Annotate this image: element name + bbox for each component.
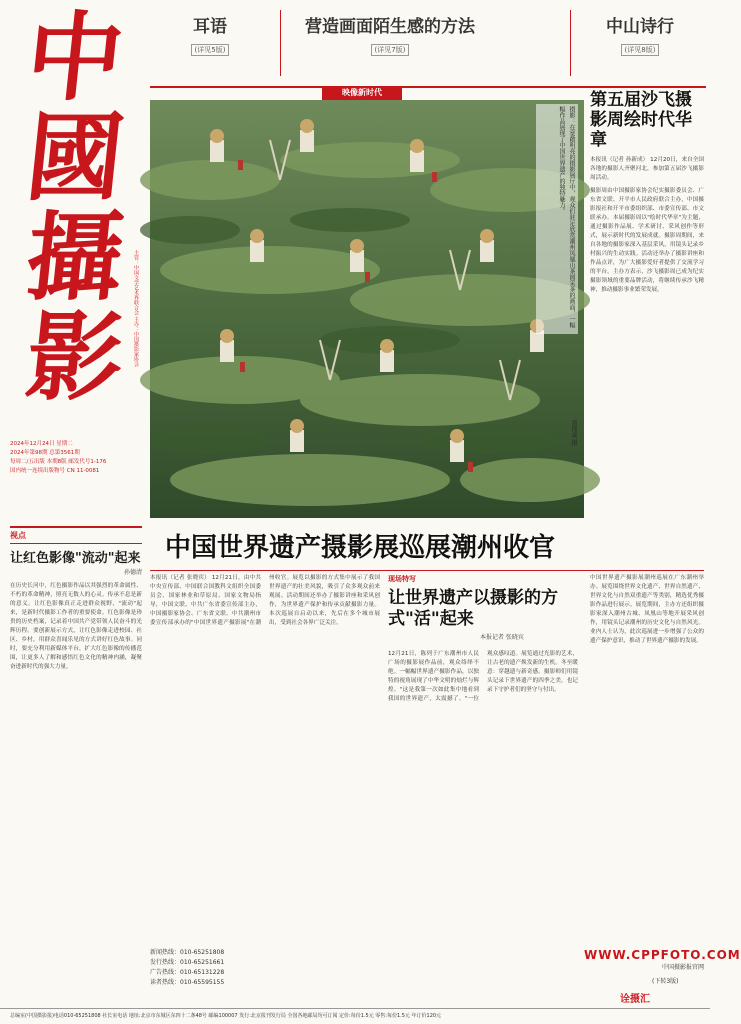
masthead-char: 中 bbox=[21, 1, 129, 114]
right-story-body: 摄影周由中国摄影家协会纪实摄影委员会、广东省文联、开平市人民政府联合主办，中国摄影报社和开平市委组织部、市委宣传部、市文联承办。本届摄影周以"绘时代华章"为主题，通过摄影作品展、学术研讨、采风创作等形式，展示新时代的发展成就。摄影周期间，来自各地的摄影家深入基层采风，用镜头记录乡村振兴的生动实践。活动还举办了摄影讲座和作品点评，为广大摄影爱好者提供了交流学习的平台。主办方表示，沙飞摄影周已成为纪实摄影领域的重要品牌活动，将继续传承沙飞精神，推动摄影事业繁荣发展。 bbox=[590, 188, 704, 293]
left-story-body: 在历史长河中，红色摄影作品以其强烈的革命属性、不朽的革命精神，照亮无数人的心灵。传承不息是新的意义。让红色影像真正走进群众视野，"流动"起来，是新时代摄影工作者的重要使命。红色影像是珍贵的历史档案，记录着中国共产党带领人民奋斗的光辉历程。要创新展示方式，让红色影像走进校园、社区、乡村，用群众喜闻乐见的方式讲好红色故事。同时，要充分利用新媒体平台，扩大红色影像的传播范围，让更多人了解和感悟红色文化的精神内涵，凝聚奋进新时代的强大力量。 bbox=[10, 583, 142, 670]
teaser-1[interactable] bbox=[160, 12, 260, 78]
website-url[interactable]: WWW.CPPFOTO.COM bbox=[584, 948, 741, 962]
divider bbox=[10, 526, 142, 528]
masthead-char: 攝 bbox=[21, 201, 129, 314]
contact-line: 发行热线：010-65251661 bbox=[150, 959, 225, 966]
contact-line: 读者热线：010-65595155 bbox=[150, 979, 225, 986]
footer: 总编室(中国摄影报)电话010-65251808 社长室电话 地址:北京市东城区东四十二条48号 邮编100007 发行:北京报刊发行局 全国各地邮局均可订阅 定价:每份1.5元 零售:每份1.5元 年订价120元 bbox=[0, 1008, 710, 1022]
contact-info bbox=[150, 948, 400, 1008]
left-story-tag: 视点 bbox=[10, 530, 142, 544]
sub-story-body: 12月21日，陈列于广东潮州市人民广场的摄影展作品前，观众络绎不绝。一幅幅世界遗产摄影作品，以独特的视角展现了中华文明的灿烂与辉煌。"这是我第一次如此集中地看到我国的世界遗产，太震撼了。"一位观众感叹道。展览通过光影的艺术，让古老的遗产焕发新的生机。冬至暖意：穿越遗与新奇感。摄影师们用镜头记录下世界遗产的四季之美，也记录下守护者们的坚守与付出。 bbox=[388, 651, 578, 702]
contact-line: 新闻热线：010-65251808 bbox=[150, 949, 225, 956]
contact-line: 广告热线：010-65131228 bbox=[150, 969, 225, 976]
website[interactable] bbox=[584, 948, 741, 971]
section-label: 映像新时代 bbox=[322, 86, 402, 100]
teaser-sub: (详见8版) bbox=[621, 44, 660, 56]
teaser-title: 营造画面陌生感的方法 bbox=[305, 17, 475, 37]
masthead-side-text: 主管：中国文学艺术界联合会 主办：中国摄影家协会 bbox=[133, 250, 139, 367]
right-story bbox=[590, 90, 704, 522]
left-story-headline[interactable]: 让红色影像"流动"起来 bbox=[10, 551, 141, 566]
issue-info-line: 2024年12月24日 星期二 bbox=[10, 441, 73, 447]
teaser-sub: (详见5版) bbox=[191, 44, 230, 56]
teaser-2[interactable] bbox=[300, 12, 480, 78]
teaser-sub: (详见7版) bbox=[371, 44, 410, 56]
header-teaser-bar bbox=[150, 6, 706, 88]
issue-info-line: 2024年第98期 总第3561期 bbox=[10, 450, 80, 456]
divider bbox=[150, 570, 704, 571]
issue-info bbox=[10, 440, 140, 476]
divider bbox=[570, 10, 571, 76]
sub-story-tag: 现场特写 bbox=[388, 575, 416, 583]
teaser-title: 耳语 bbox=[193, 17, 227, 37]
divider bbox=[280, 10, 281, 76]
brand-logo: 诠摄汇 bbox=[620, 994, 650, 1005]
photo-credit: 黄伟成 摄 bbox=[570, 420, 577, 446]
photo-illustration bbox=[150, 100, 584, 518]
sub-story-headline[interactable]: 让世界遗产以摄影的方式"活"起来 bbox=[388, 588, 558, 629]
masthead-char: 影 bbox=[21, 301, 129, 414]
right-lower-story: 中国世界遗产摄影展潮州巡展在广东潮州举办。展览围绕世界文化遗产、世界自然遗产、世界文化与自然双重遗产等类别，精选优秀摄影作品进行展示。展览期间，主办方还组织摄影家深入潮州古城、凤凰山等地开展采风创作，用镜头记录潮州的历史文化与自然风光。业内人士认为，此次巡展进一步增强了公众的遗产保护意识，推动了世界遗产摄影的发展。 bbox=[590, 575, 704, 644]
issue-info-line: 国内统一连续出版物号 CN 11-0081 bbox=[10, 468, 100, 474]
left-story bbox=[10, 530, 142, 960]
right-story-headline[interactable]: 第五届沙飞摄影周绘时代华章 bbox=[590, 90, 692, 150]
issue-info-line: 每周二/五出版 本期8版 邮发代号1-176 bbox=[10, 459, 107, 465]
main-story-body: 本报讯（记者 张晓宾） 12月21日，由中共中央宣传部、中国联合国教科文组织全国委员会、国家林业和草原局、国家文物局指导，中国文联、中共广东省委宣传部主办，中国摄影家协会、广东省文联、中共潮州市委宣传部承办的"中国世界遗产摄影展"在潮州收官。展览以摄影的方式集中展示了我国世界遗产的壮美风貌，吸引了众多观众前来观展。活动期间还举办了摄影讲座和采风创作，为世界遗产保护和传承贡献摄影力量。本次巡展自启动以来，先后在多个城市展出，受到社会各界广泛关注。 bbox=[150, 575, 380, 626]
continued-note[interactable]: (下转3版) bbox=[652, 978, 679, 985]
masthead-char: 國 bbox=[21, 101, 129, 214]
sub-story-author: 本报记者 张晓宾 bbox=[480, 634, 524, 641]
main-headline[interactable]: 中国世界遗产摄影展巡展潮州收官 bbox=[164, 533, 555, 563]
website-label: 中国摄影报官网 bbox=[661, 964, 704, 971]
left-story-author: 孙德清 bbox=[123, 569, 142, 576]
teaser-3[interactable] bbox=[590, 12, 690, 78]
teaser-title: 中山诗行 bbox=[606, 17, 674, 37]
photo-caption: 摄影：在宽敞明亮的摄影展厅中，观众们驻足欣赏潮州凤凰山茶园采茶的画面，一幅幅作品展现了中国世界遗产的独特魅力。 bbox=[536, 104, 578, 334]
tea-garden-photo[interactable] bbox=[150, 100, 584, 518]
right-story-byline: 本报讯（记者 孙新成） 12月20日，来自全国各地的摄影人齐聚河北，参加第五届沙飞摄影周活动。 bbox=[590, 157, 704, 181]
